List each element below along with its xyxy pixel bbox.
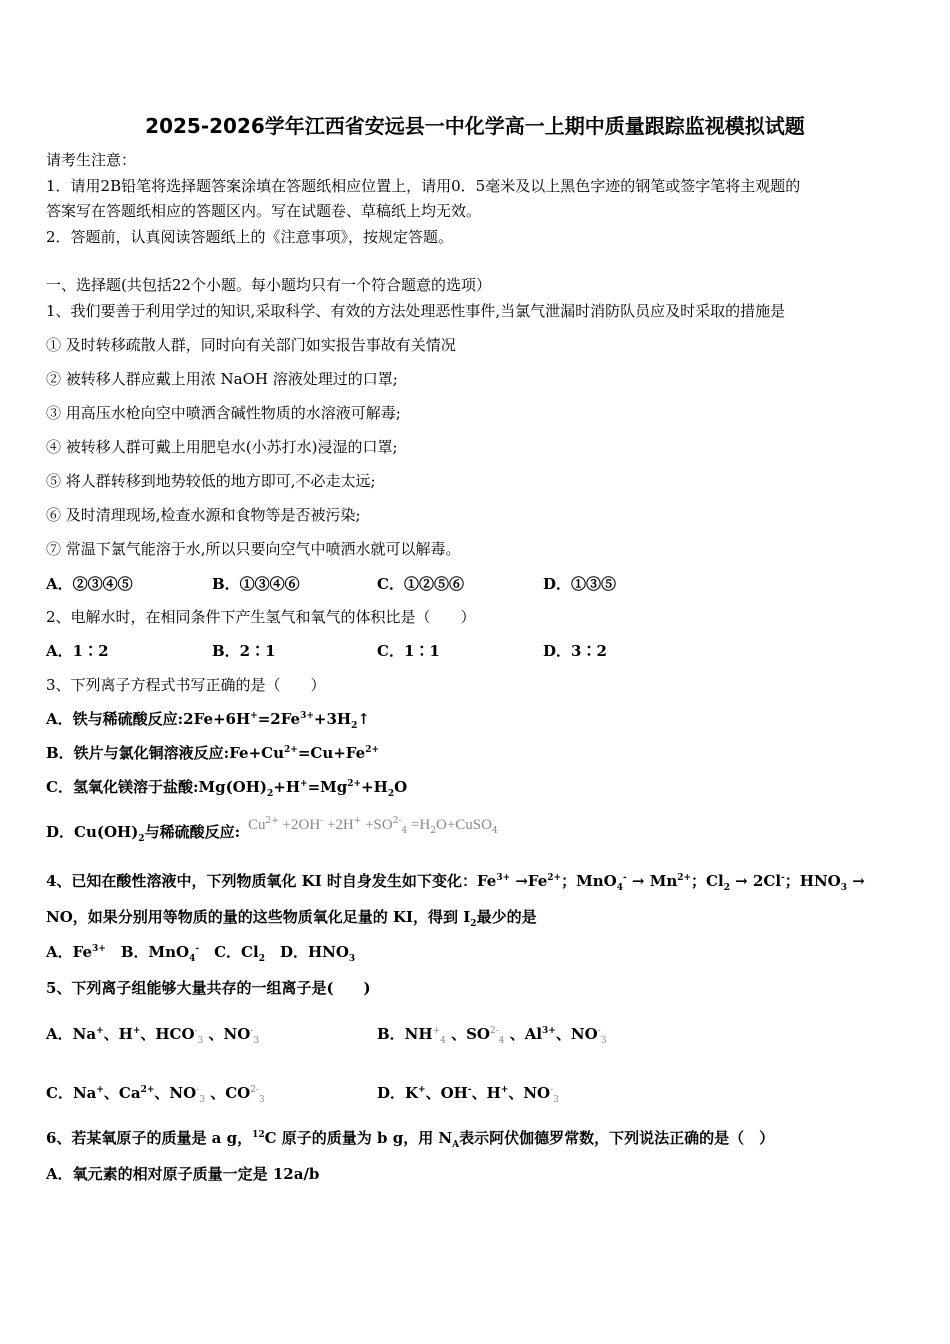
text-run: +H	[361, 778, 388, 796]
text-run: D．Cu(OH)	[46, 823, 139, 841]
superscript: 2+	[677, 873, 692, 883]
text-run: 、Ca	[103, 1084, 141, 1102]
superscript: +	[96, 1026, 104, 1036]
text-run: ② 被转移人群应戴上用浓 NaOH 溶液处理过的口罩;	[46, 370, 398, 388]
text-run: B．2∶1	[212, 642, 276, 660]
text-run: C．①②⑤⑥	[377, 575, 464, 593]
statement-2	[46, 369, 398, 389]
option-d	[543, 574, 616, 594]
text-run: B．①③④⑥	[212, 575, 300, 593]
subscript: 2	[387, 789, 395, 799]
option-b	[377, 1024, 606, 1044]
option-a	[46, 574, 133, 594]
statement-4	[46, 437, 398, 457]
subscript: 3	[199, 1095, 205, 1105]
formula-text: +2H	[323, 817, 354, 833]
subscript: 3	[600, 1036, 607, 1046]
notice-line: 1．请用2B铅笔将选择题答案涂填在答题纸相应位置上，请用0．5毫米及以上黑色字迹的钢笔或签字笔将主观题的	[46, 177, 801, 195]
text-run: C．1∶1	[377, 642, 440, 660]
formula-text: +SO	[361, 817, 393, 833]
superscript: -	[196, 1085, 200, 1095]
text-run: A．Fe	[46, 943, 93, 961]
subscript: A	[452, 1140, 460, 1150]
superscript: -	[622, 873, 627, 883]
text-run: ③ 用高压水枪向空中喷洒含碱性物质的水溶液可解毒;	[46, 404, 401, 422]
superscript: 12	[252, 1130, 265, 1140]
text-run: 、Al	[504, 1025, 543, 1043]
text-run: C．氢氧化镁溶于盐酸:Mg(OH)	[46, 778, 268, 796]
superscript: -	[467, 1085, 472, 1095]
statement-1	[46, 335, 456, 355]
text-run: C 原子的质量为 b g，用 N	[264, 1129, 453, 1147]
text-run: ⑥ 及时清理现场,检查水源和食物等是否被污染;	[46, 506, 361, 524]
notice-line: 2．答题前，认真阅读答题纸上的《注意事项》，按规定答题。	[46, 228, 454, 246]
subscript: 2	[430, 826, 436, 836]
formula-text: =H	[407, 817, 431, 833]
text-run: A．铁与稀硫酸反应:2Fe+6H	[46, 710, 251, 728]
subscript: 2	[138, 834, 145, 844]
option-d	[46, 822, 240, 842]
text-run: 表示阿伏伽德罗常数，下列说法正确的是（ ）	[459, 1129, 775, 1147]
text-run: 、NO	[508, 1084, 551, 1102]
text-run: 5、下列离子组能够大量共存的一组离子是( )	[46, 979, 371, 997]
option-c	[377, 574, 464, 594]
statement-3	[46, 403, 401, 423]
superscript: +	[250, 711, 258, 721]
superscript: 2+	[140, 1085, 155, 1095]
text-run: B．MnO	[105, 943, 190, 961]
superscript: 3+	[542, 1026, 556, 1036]
text-run: D．HNO	[264, 943, 349, 961]
text-run: 、HCO	[140, 1025, 195, 1043]
text-run: A．1∶2	[46, 642, 109, 660]
superscript: 2+	[547, 873, 562, 883]
superscript: +	[432, 1026, 441, 1036]
text-run: +H	[273, 778, 301, 796]
text-run: 、NO	[555, 1025, 598, 1043]
superscript: 2+	[365, 745, 379, 755]
statement-6	[46, 505, 361, 525]
question-5-stem	[46, 978, 371, 998]
superscript: 2+	[265, 816, 279, 826]
superscript: -	[195, 944, 200, 954]
text-run: NO，如果分别用等物质的量的这些物质氧化足量的 KI，得到 I	[46, 908, 471, 926]
page-title: 2025-2026学年江西省安远县一中化学高一上期中质量跟踪监视模拟试题	[145, 114, 805, 138]
formula-text: Cu	[248, 817, 266, 833]
text-run: 、H	[103, 1025, 133, 1043]
text-run: →	[847, 872, 865, 890]
superscript: 3+	[92, 944, 106, 954]
superscript: -	[250, 1026, 254, 1036]
question-1-stem	[46, 301, 785, 321]
text-run: 3、下列离子方程式书写正确的是（ ）	[46, 676, 326, 694]
superscript: +	[132, 1026, 141, 1036]
text-run: 、OH	[425, 1084, 468, 1102]
superscript: 2+	[284, 745, 298, 755]
subscript: 3	[253, 1036, 260, 1046]
subscript: 3	[553, 1095, 559, 1105]
formula-text: +2OH	[278, 817, 321, 833]
text-run: O	[394, 778, 408, 796]
superscript: 2-	[392, 816, 402, 826]
question-4-stem-cont	[46, 907, 537, 927]
question-3-stem	[46, 675, 326, 695]
option-c	[46, 777, 407, 797]
statement-7	[46, 539, 461, 559]
text-run: D．①③⑤	[543, 575, 617, 593]
text-run: C．Na	[46, 1084, 97, 1102]
text-run: =2Fe	[257, 710, 301, 728]
section-heading: 一、选择题(共包括22个小题。每小题均只有一个符合题意的选项）	[46, 276, 491, 294]
subscript: 4	[440, 1036, 446, 1046]
text-run: 、SO	[445, 1025, 490, 1043]
text-run: ⑤ 将人群转移到地势较低的地方即可,不必走太远;	[46, 472, 376, 490]
text-run: ① 及时转移疏散人群，同时向有关部门如实报告事故有关情况	[46, 336, 456, 354]
text-run: C．Cl	[199, 943, 259, 961]
text-run: 、NO	[154, 1084, 197, 1102]
text-run: 最少的是	[476, 908, 537, 926]
option-c	[46, 1083, 265, 1103]
text-run: 6、若某氧原子的质量是 a g，	[46, 1129, 253, 1147]
subscript: 4	[189, 954, 196, 964]
superscript: +	[96, 1085, 104, 1095]
superscript: -	[320, 816, 324, 826]
superscript: -	[597, 1026, 601, 1036]
text-run: B．NH	[377, 1025, 433, 1043]
option-a	[46, 709, 370, 729]
subscript: 4	[491, 826, 498, 836]
subscript: 2	[470, 919, 477, 929]
superscript: 2+	[347, 779, 362, 789]
text-run: ↑	[357, 710, 370, 728]
question-6-stem	[46, 1128, 774, 1148]
superscript: +	[418, 1085, 426, 1095]
text-run: →Fe	[510, 872, 548, 890]
formula-text: O+CuSO	[436, 817, 492, 833]
superscript: -	[781, 873, 785, 883]
text-run: → 2Cl	[729, 872, 782, 890]
text-run: =Mg	[307, 778, 348, 796]
text-run: A．②③④⑤	[46, 575, 133, 593]
text-run: ；MnO	[561, 872, 617, 890]
option-a	[46, 1024, 259, 1044]
subscript: 2	[267, 789, 274, 799]
subscript: 3	[258, 1095, 265, 1105]
subscript: 4	[401, 826, 408, 836]
text-run: +3H	[313, 710, 352, 728]
option-b	[212, 574, 300, 594]
text-run: 4、已知在酸性溶液中，下列物质氧化 KI 时自身发生如下变化：Fe	[46, 872, 497, 890]
superscript: +	[300, 779, 308, 789]
equation-image	[248, 814, 498, 835]
notice-line: 答案写在答题纸相应的答题区内。写在试题卷、草稿纸上均无效。	[46, 202, 482, 220]
text-run: 、CO	[204, 1084, 251, 1102]
superscript: 2-	[489, 1026, 499, 1036]
text-run: D．K	[377, 1084, 419, 1102]
statement-5	[46, 471, 376, 491]
text-run: ；Cl	[691, 872, 724, 890]
text-run: 与稀硫酸反应:	[144, 823, 241, 841]
notice-heading: 请考生注意：	[46, 151, 137, 169]
option-c	[377, 641, 440, 661]
option-a	[46, 641, 109, 661]
option-d	[377, 1083, 559, 1103]
superscript: -	[194, 1026, 198, 1036]
text-run: 2、电解水时，在相同条件下产生氢气和氧气的体积比是（ ）	[46, 608, 476, 626]
text-run: ；HNO	[784, 872, 841, 890]
subscript: 2	[723, 883, 730, 893]
question-4-options	[46, 942, 355, 962]
subscript: 2	[258, 954, 265, 964]
superscript: 2-	[250, 1085, 259, 1095]
subscript: 2	[351, 721, 358, 731]
text-run: ⑦ 常温下氯气能溶于水,所以只要向空气中喷洒水就可以解毒。	[46, 540, 461, 558]
superscript: 3+	[496, 873, 511, 883]
superscript: -	[550, 1085, 554, 1095]
option-b	[46, 743, 379, 763]
question-4-stem	[46, 871, 865, 891]
option-d	[543, 641, 607, 661]
question-2-stem	[46, 607, 476, 627]
text-run: B．铁片与氯化铜溶液反应:Fe+Cu	[46, 744, 285, 762]
subscript: 3	[348, 954, 356, 964]
option-a	[46, 1164, 319, 1184]
text-run: ④ 被转移人群可戴上用肥皂水(小苏打水)浸湿的口罩;	[46, 438, 398, 456]
text-run: =Cu+Fe	[297, 744, 366, 762]
subscript: 3	[197, 1036, 204, 1046]
text-run: → Mn	[626, 872, 678, 890]
superscript: +	[353, 816, 362, 826]
superscript: 3+	[300, 711, 314, 721]
subscript: 3	[840, 883, 848, 893]
text-run: 1、我们要善于利用学过的知识,采取科学、有效的方法处理恶性事件,当氯气泄漏时消防队员应及时采取的措施是	[46, 302, 786, 320]
option-b	[212, 641, 276, 661]
text-run: A．氧元素的相对原子质量一定是 12a/b	[46, 1165, 320, 1183]
text-run: 、H	[471, 1084, 501, 1102]
text-run: A．Na	[46, 1025, 97, 1043]
text-run: 、NO	[203, 1025, 251, 1043]
superscript: +	[500, 1085, 509, 1095]
subscript: 4	[498, 1036, 505, 1046]
text-run: D．3∶2	[543, 642, 607, 660]
subscript: 4	[616, 883, 623, 893]
